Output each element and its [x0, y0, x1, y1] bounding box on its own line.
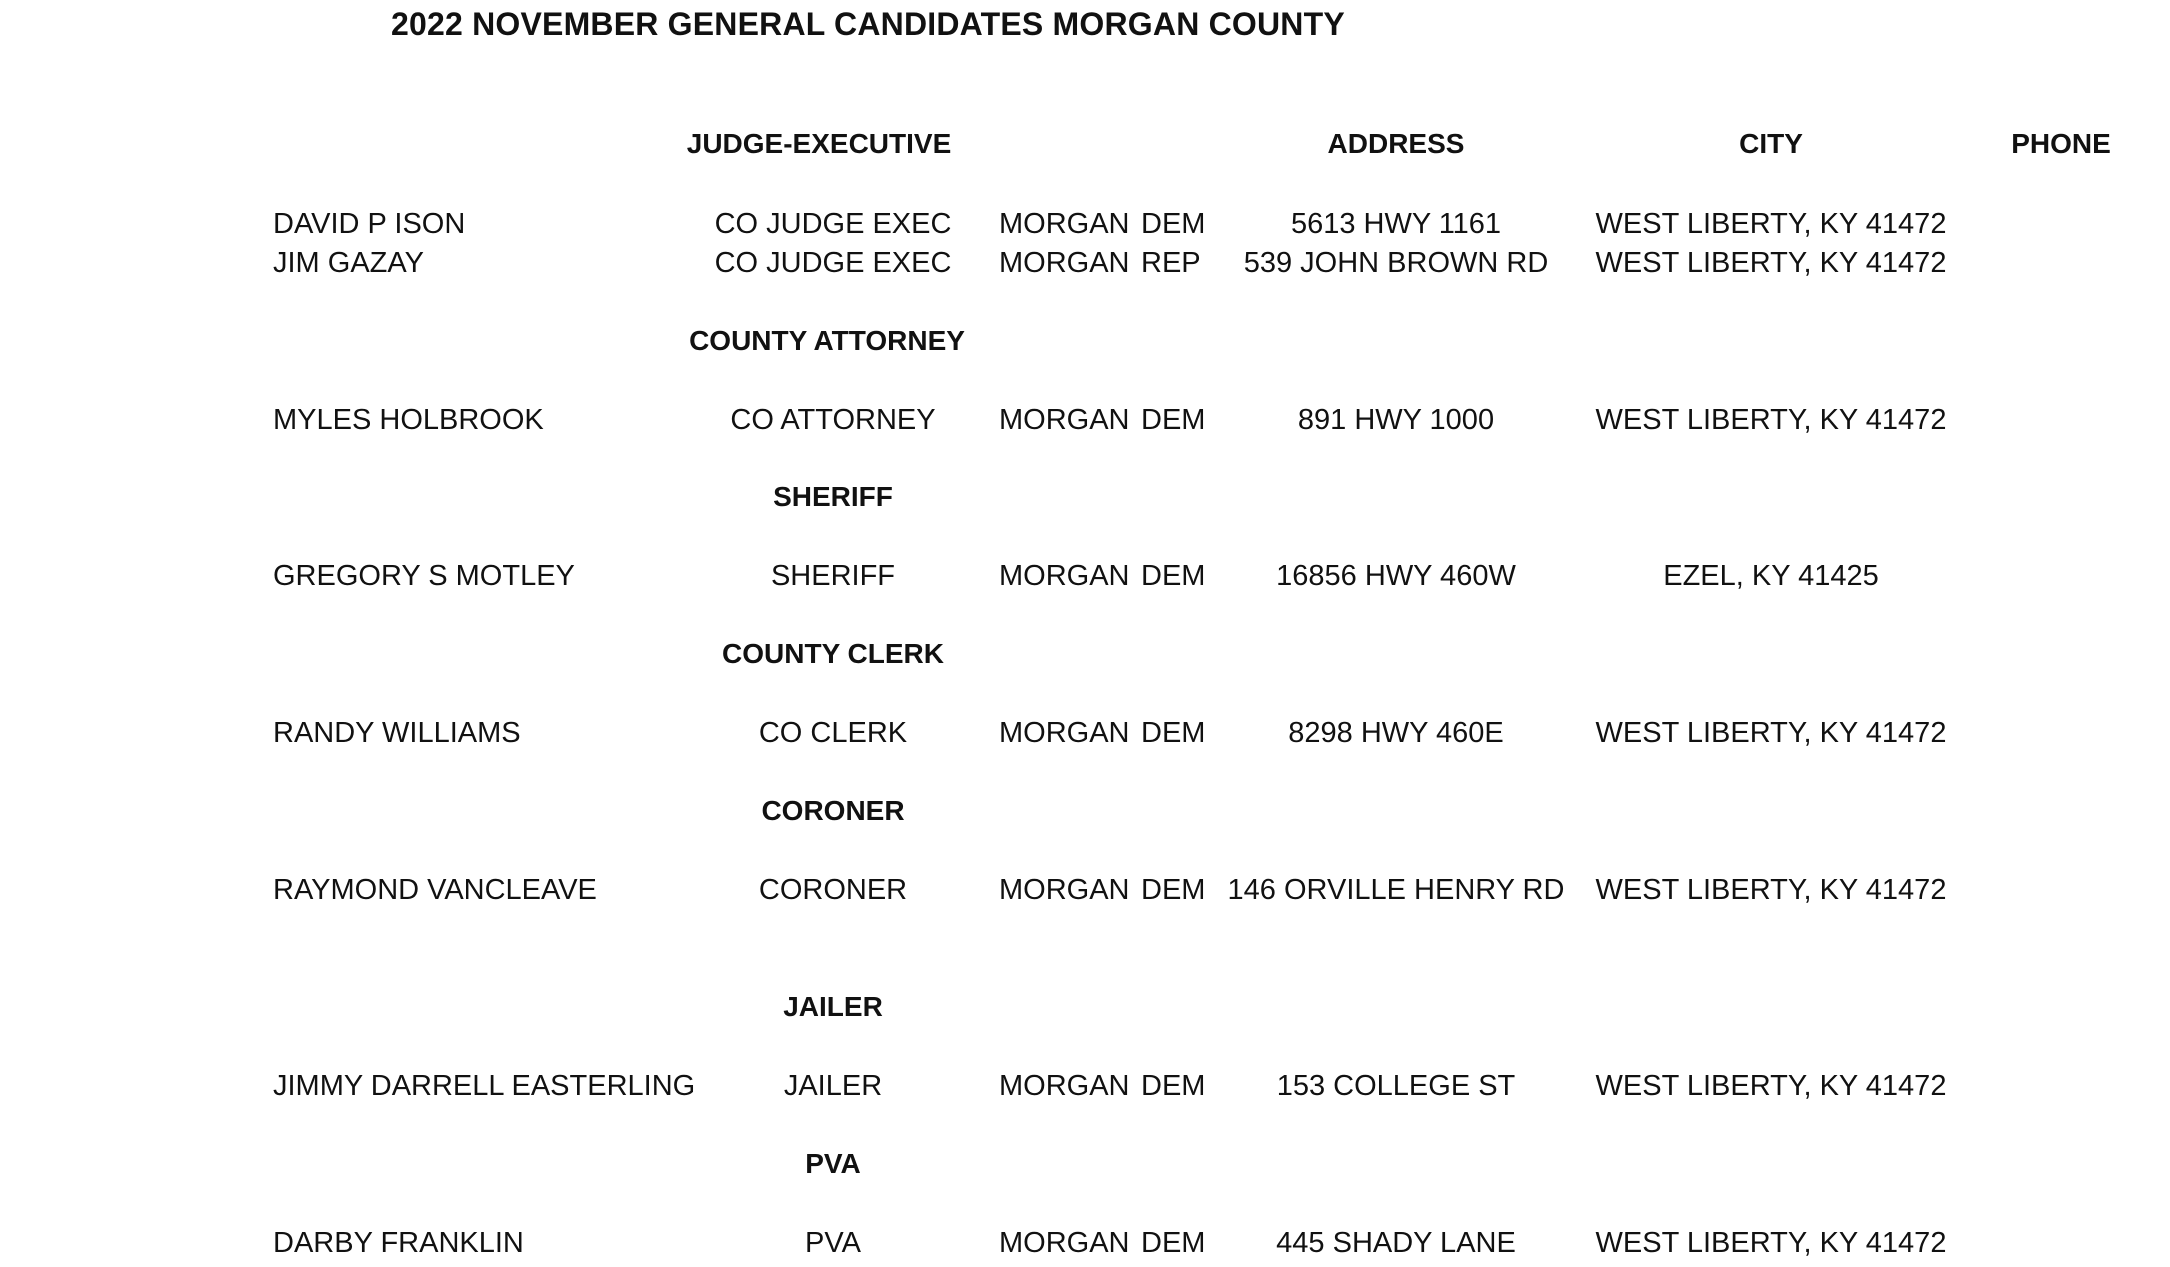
candidate-row	[0, 560, 2170, 600]
candidate-county: MORGAN	[999, 1227, 1130, 1259]
candidate-office: CO CLERK	[758, 717, 908, 749]
candidate-county: MORGAN	[999, 874, 1130, 906]
candidate-address: 891 HWY 1000	[1297, 404, 1495, 436]
candidate-office: JAILER	[783, 1070, 883, 1102]
candidate-county: MORGAN	[999, 717, 1130, 749]
candidate-office: CO JUDGE EXEC	[714, 247, 952, 279]
section-heading-county-attorney: COUNTY ATTORNEY	[689, 325, 965, 356]
candidate-address: 539 JOHN BROWN RD	[1243, 247, 1549, 279]
candidate-party: DEM	[1141, 1070, 1206, 1102]
candidate-name: JIMMY DARRELL EASTERLING	[273, 1070, 696, 1102]
candidate-row	[0, 208, 2170, 248]
candidate-county: MORGAN	[999, 560, 1130, 592]
candidate-office: PVA	[805, 1227, 861, 1259]
candidate-city: WEST LIBERTY, KY 41472	[1595, 1227, 1947, 1259]
candidate-party: DEM	[1141, 1227, 1206, 1259]
column-header-address: ADDRESS	[1327, 128, 1465, 159]
candidate-party: DEM	[1141, 717, 1206, 749]
candidate-row	[0, 404, 2170, 444]
candidate-row	[0, 247, 2170, 287]
candidate-office: SHERIFF	[770, 560, 896, 592]
candidate-row	[0, 1070, 2170, 1110]
candidate-office: CO ATTORNEY	[730, 404, 936, 436]
candidate-party: DEM	[1141, 874, 1206, 906]
candidate-county: MORGAN	[999, 1070, 1130, 1102]
column-header-phone: PHONE	[2011, 128, 2111, 159]
candidate-county: MORGAN	[999, 404, 1130, 436]
candidate-name: JIM GAZAY	[273, 247, 424, 279]
candidate-address: 445 SHADY LANE	[1276, 1227, 1516, 1259]
candidate-city: WEST LIBERTY, KY 41472	[1595, 1070, 1947, 1102]
section-heading-coroner: CORONER	[761, 795, 905, 826]
candidate-city: WEST LIBERTY, KY 41472	[1595, 208, 1947, 240]
candidate-city: WEST LIBERTY, KY 41472	[1595, 404, 1947, 436]
candidate-name: RAYMOND VANCLEAVE	[273, 874, 597, 906]
candidate-row	[0, 874, 2170, 914]
candidate-party: DEM	[1141, 404, 1206, 436]
candidate-city: WEST LIBERTY, KY 41472	[1595, 247, 1947, 279]
candidate-county: MORGAN	[999, 208, 1130, 240]
candidate-address: 16856 HWY 460W	[1276, 560, 1516, 592]
candidate-name: GREGORY S MOTLEY	[273, 560, 575, 592]
candidate-name: DAVID P ISON	[273, 208, 466, 240]
column-header-office: JUDGE-EXECUTIVE	[686, 128, 952, 159]
section-heading-pva: PVA	[805, 1148, 861, 1179]
candidate-address: 153 COLLEGE ST	[1276, 1070, 1516, 1102]
section-heading-county-clerk: COUNTY CLERK	[722, 638, 944, 669]
candidate-city: WEST LIBERTY, KY 41472	[1595, 717, 1947, 749]
candidate-party: DEM	[1141, 560, 1206, 592]
candidate-office: CO JUDGE EXEC	[714, 208, 952, 240]
candidate-row	[0, 717, 2170, 757]
candidate-address: 146 ORVILLE HENRY RD	[1227, 874, 1565, 906]
section-heading-jailer: JAILER	[783, 991, 883, 1022]
candidate-county: MORGAN	[999, 247, 1130, 279]
candidate-name: MYLES HOLBROOK	[273, 404, 544, 436]
candidate-name: DARBY FRANKLIN	[273, 1227, 524, 1259]
candidate-party: DEM	[1141, 208, 1206, 240]
candidate-address: 8298 HWY 460E	[1288, 717, 1504, 749]
candidate-row	[0, 1227, 2170, 1267]
candidate-office: CORONER	[758, 874, 908, 906]
candidate-city: WEST LIBERTY, KY 41472	[1595, 874, 1947, 906]
document-title: 2022 NOVEMBER GENERAL CANDIDATES MORGAN COUNTY	[391, 6, 1345, 42]
candidate-address: 5613 HWY 1161	[1290, 208, 1502, 240]
candidate-party: REP	[1141, 247, 1201, 279]
candidate-city: EZEL, KY 41425	[1663, 560, 1879, 592]
section-heading-sheriff: SHERIFF	[773, 481, 893, 512]
column-header-city: CITY	[1739, 128, 1803, 159]
candidate-name: RANDY WILLIAMS	[273, 717, 521, 749]
